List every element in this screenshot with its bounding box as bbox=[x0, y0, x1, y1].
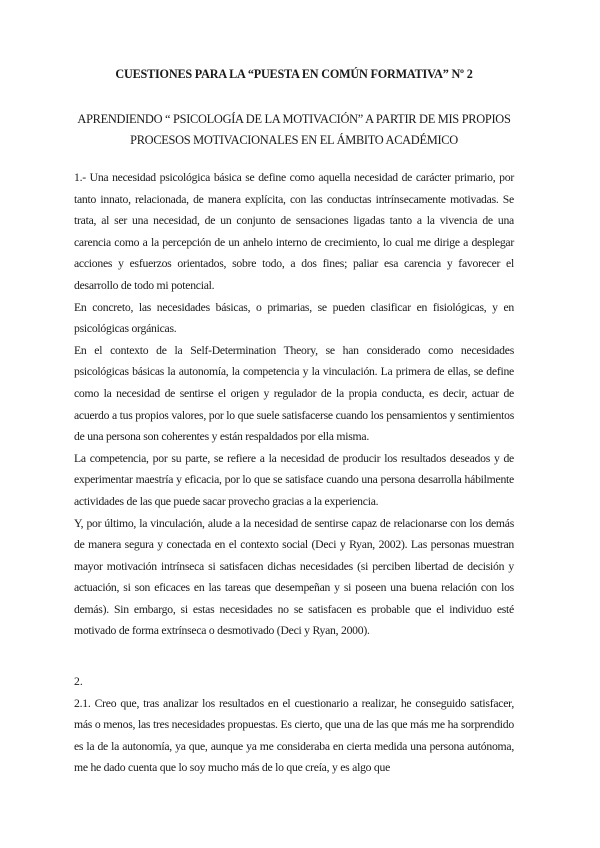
paragraph-2-1: 2.1. Creo que, tras analizar los resultados en el cuestionario a realizar, he conseguido satisfacer, más o menos, las tres necesidades propuestas. Es cierto, que una de las que más me ha sorprendido es la de la autonomía, ya que, aunque ya me consideraba en cierta medida una persona autónoma, me he dado cuenta que lo soy mucho más de lo que creía, y es algo que bbox=[74, 696, 514, 775]
document-title: CUESTIONES PARA LA “PUESTA EN COMÚN FORMATIVA” Nº 2 bbox=[115, 67, 473, 81]
paragraph-classification: En concreto, las necesidades básicas, o primarias, se pueden clasificar en fisiológicas, y en psicológicas orgánicas. bbox=[74, 300, 514, 336]
paragraph-relatedness: Y, por último, la vinculación, alude a la necesidad de sentirse capaz de relacionarse con los demás de manera segura y conectada en el contexto social (Deci y Ryan, 2002). Las personas muestran mayor motivación intrínseca si satisfacen dichas necesidades (si perciben libertad de decisión y actuación, si son eficaces en las tareas que desempeñan y si poseen una buena relación con los demás). Sin embargo, si estas necesidades no se satisfacen es probable que el individuo esté motivado de forma extrínseca o desmotivado (Deci y Ryan, 2000). bbox=[74, 516, 514, 638]
subtitle-line-1: APRENDIENDO “ PSICOLOGÍA DE LA MOTIVACIÓN” A PARTIR DE MIS PROPIOS bbox=[77, 112, 511, 126]
subtitle-line-2: PROCESOS MOTIVACIONALES EN EL ÁMBITO ACADÉMICO bbox=[130, 133, 458, 147]
paragraph-self-determination: En el contexto de la Self-Determination Theory, se han considerado como necesidades psicológicas básicas la autonomía, la competencia y la vinculación. La primera de ellas, se define como la necesidad de sentirse el origen y regulador de la propia conducta, es decir, actuar de acuerdo a tus propios valores, por lo que suele satisfacerse cuando los pensamientos y sentimientos de una persona son coherentes y están respaldados por ella misma. bbox=[74, 343, 514, 444]
paragraph-1-definition: 1.- Una necesidad psicológica básica se define como aquella necesidad de carácter primario, por tanto innato, relacionada, de manera explícita, con las conductas intrínsecamente motivadas. Se trata, al ser una necesidad, de un conjunto de sensaciones ligadas tanto a la vivencia de una carencia como a la percepción de un anhelo interno de crecimiento, lo cual me dirige a desplegar acciones y esfuerzos orientados, sobre todo, a dos fines; paliar esa carencia y favorecer el desarrollo de todo mi potencial. bbox=[74, 171, 514, 292]
document-subtitle bbox=[74, 109, 514, 151]
section-2-number: 2. bbox=[74, 675, 83, 689]
section-gap bbox=[74, 642, 514, 663]
paragraph-competence: La competencia, por su parte, se refiere a la necesidad de producir los resultados deseados y de experimentar maestría y eficacia, por lo que se satisface cuando una persona desarrolla hábilmente actividades de las que puede sacar provecho gracias a la experiencia. bbox=[74, 451, 514, 508]
